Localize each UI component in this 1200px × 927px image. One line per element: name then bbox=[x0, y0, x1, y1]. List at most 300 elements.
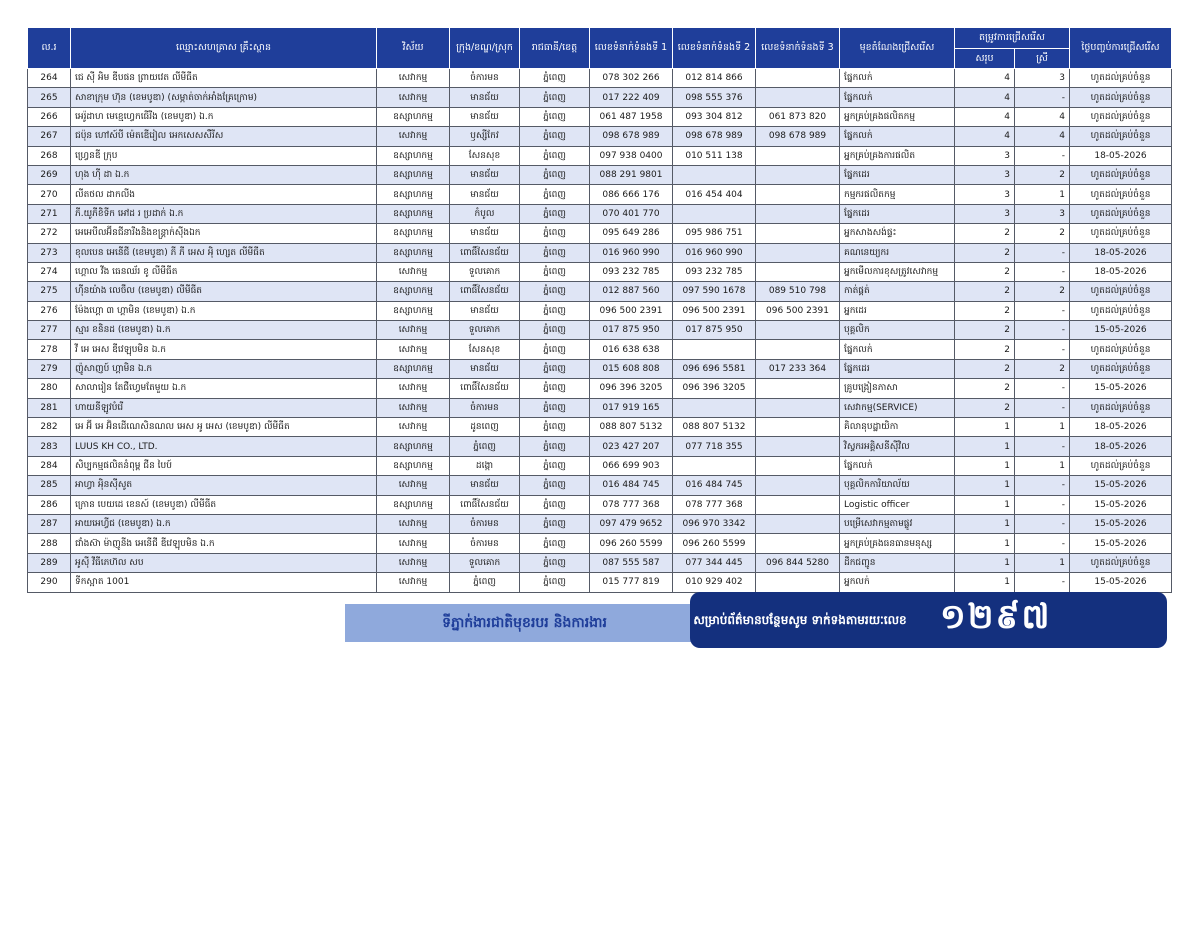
cell-female: - bbox=[1015, 514, 1070, 533]
cell-position: អ្នកសាងសង់ផ្ទះ bbox=[840, 224, 955, 243]
cell-no: 287 bbox=[28, 514, 71, 533]
cell-district: មានជ័យ bbox=[450, 359, 520, 378]
cell-female: 3 bbox=[1015, 204, 1070, 223]
cell-deadline: 18-05-2026 bbox=[1070, 437, 1172, 456]
cell-no: 278 bbox=[28, 340, 71, 359]
hotline-number: ១២៩៧ bbox=[940, 597, 1052, 637]
cell-province: ភ្នំពេញ bbox=[520, 243, 590, 262]
cell-district: ដង្កោ bbox=[450, 456, 520, 475]
cell-position: បុគ្គលិកការិយាល័យ bbox=[840, 476, 955, 495]
cell-name: ម៉ែងហ្គោ ៣ ហ្គាមិន (ខេមបូឌា) ឯ.ក bbox=[71, 301, 377, 320]
cell-name: ជប៉ុន ហៅស៍បី ម៉េតឌើរៀល អេកសេសសឺរីស bbox=[71, 127, 377, 146]
cell-no: 273 bbox=[28, 243, 71, 262]
header-phone2: លេខទំនាក់ទំនងទី 2 bbox=[673, 28, 756, 69]
cell-total: 1 bbox=[955, 553, 1015, 572]
cell-name: ស្មារ ខនិនដ (ខេមបូឌា) ឯ.ក bbox=[71, 321, 377, 340]
cell-deadline: ហូតដល់គ្រប់ចំនួន bbox=[1070, 398, 1172, 417]
cell-deadline: 15-05-2026 bbox=[1070, 495, 1172, 514]
cell-female: 2 bbox=[1015, 165, 1070, 184]
cell-female: 2 bbox=[1015, 359, 1070, 378]
hotline-info-text: សម្រាប់ព័ត៌មានបន្ថែមសូម ទាក់ទងតាមរយៈលេខ bbox=[693, 612, 907, 627]
table-row bbox=[28, 553, 1172, 572]
cell-no: 264 bbox=[28, 69, 71, 88]
cell-no: 288 bbox=[28, 534, 71, 553]
cell-province: ភ្នំពេញ bbox=[520, 107, 590, 126]
cell-phone2 bbox=[673, 340, 756, 359]
cell-province: ភ្នំពេញ bbox=[520, 437, 590, 456]
cell-phone1: 016 960 990 bbox=[590, 243, 673, 262]
cell-district: មានជ័យ bbox=[450, 107, 520, 126]
cell-phone3 bbox=[756, 437, 840, 456]
cell-phone1: 023 427 207 bbox=[590, 437, 673, 456]
table-body bbox=[28, 69, 1172, 593]
cell-district: សែនសុខ bbox=[450, 340, 520, 359]
cell-name: វី អេ អេស ឌីវេឡុបមិន ឯ.ក bbox=[71, 340, 377, 359]
cell-position: ផ្នែកដេរ bbox=[840, 165, 955, 184]
header-demand: តម្រូវការជ្រើសរើស bbox=[955, 28, 1070, 49]
cell-phone2: 077 344 445 bbox=[673, 553, 756, 572]
cell-total: 3 bbox=[955, 185, 1015, 204]
cell-phone3 bbox=[756, 495, 840, 514]
cell-position: អ្នកមើលការខុសត្រូវសេវាកម្ម bbox=[840, 262, 955, 281]
header-phone3: លេខទំនាក់ទំនងទី 3 bbox=[756, 28, 840, 69]
cell-sector: ឧស្សាហកម្ម bbox=[377, 224, 450, 243]
cell-sector: ឧស្សាហកម្ម bbox=[377, 146, 450, 165]
cell-sector: ឧស្សាហកម្ម bbox=[377, 301, 450, 320]
cell-sector: ឧស្សាហកម្ម bbox=[377, 282, 450, 301]
cell-province: ភ្នំពេញ bbox=[520, 321, 590, 340]
cell-position: ផ្នែកលក់ bbox=[840, 127, 955, 146]
cell-province: ភ្នំពេញ bbox=[520, 573, 590, 592]
cell-district: ពោធិ៍សែនជ័យ bbox=[450, 495, 520, 514]
cell-female: - bbox=[1015, 476, 1070, 495]
cell-name: ហាយនីឡូវបំរើ bbox=[71, 398, 377, 417]
cell-phone2: 096 696 5581 bbox=[673, 359, 756, 378]
agency-name: ទីភ្នាក់ងារជាតិមុខរបរ និងការងារ bbox=[442, 614, 607, 631]
cell-no: 266 bbox=[28, 107, 71, 126]
cell-district: មានជ័យ bbox=[450, 224, 520, 243]
cell-deadline: ហូតដល់គ្រប់ចំនួន bbox=[1070, 127, 1172, 146]
cell-name: ហ្គោល វីង ធេនឈ័រ ខូ លីមីធីត bbox=[71, 262, 377, 281]
cell-no: 276 bbox=[28, 301, 71, 320]
cell-total: 2 bbox=[955, 243, 1015, 262]
cell-no: 268 bbox=[28, 146, 71, 165]
cell-position: អ្នកគ្រប់គ្រងការផលិត bbox=[840, 146, 955, 165]
cell-phone1: 017 875 950 bbox=[590, 321, 673, 340]
cell-sector: សេវាកម្ម bbox=[377, 88, 450, 107]
cell-phone1: 017 919 165 bbox=[590, 398, 673, 417]
cell-phone1: 088 807 5132 bbox=[590, 418, 673, 437]
cell-phone1: 066 699 903 bbox=[590, 456, 673, 475]
cell-phone3 bbox=[756, 340, 840, 359]
cell-phone2: 017 875 950 bbox=[673, 321, 756, 340]
table-row bbox=[28, 476, 1172, 495]
job-vacancy-table bbox=[27, 27, 1172, 593]
table-row bbox=[28, 437, 1172, 456]
cell-phone1: 087 555 587 bbox=[590, 553, 673, 572]
cell-total: 4 bbox=[955, 127, 1015, 146]
cell-no: 269 bbox=[28, 165, 71, 184]
cell-name: ជេ ស៊ី អិម ឌីបផន ព្រាយវេត លីមីធីត bbox=[71, 69, 377, 88]
cell-total: 2 bbox=[955, 340, 1015, 359]
cell-female: - bbox=[1015, 321, 1070, 340]
cell-deadline: 18-05-2026 bbox=[1070, 262, 1172, 281]
cell-deadline: 15-05-2026 bbox=[1070, 476, 1172, 495]
cell-district: សែនសុខ bbox=[450, 146, 520, 165]
cell-sector: សេវាកម្ម bbox=[377, 534, 450, 553]
cell-sector: សេវាកម្ម bbox=[377, 379, 450, 398]
header-sector: វិស័យ bbox=[377, 28, 450, 69]
cell-position: កម្មករផលិតកម្ម bbox=[840, 185, 955, 204]
cell-phone2: 096 260 5599 bbox=[673, 534, 756, 553]
cell-phone2: 016 484 745 bbox=[673, 476, 756, 495]
cell-deadline: 15-05-2026 bbox=[1070, 573, 1172, 592]
cell-phone1: 096 260 5599 bbox=[590, 534, 673, 553]
cell-phone2: 098 555 376 bbox=[673, 88, 756, 107]
cell-position: អ្នកគ្រប់គ្រងធនធានមនុស្ស bbox=[840, 534, 955, 553]
cell-district: ពោធិ៍សែនជ័យ bbox=[450, 379, 520, 398]
cell-phone1: 097 479 9652 bbox=[590, 514, 673, 533]
table-row bbox=[28, 165, 1172, 184]
table-row bbox=[28, 282, 1172, 301]
cell-female: 4 bbox=[1015, 107, 1070, 126]
cell-position: សេវាកម្ម(SERVICE) bbox=[840, 398, 955, 417]
cell-district: ចំការមន bbox=[450, 514, 520, 533]
cell-position: ដឹកជញ្ជូន bbox=[840, 553, 955, 572]
cell-province: ភ្នំពេញ bbox=[520, 301, 590, 320]
cell-deadline: ហូតដល់គ្រប់ចំនួន bbox=[1070, 282, 1172, 301]
table-row bbox=[28, 224, 1172, 243]
cell-deadline: ហូតដល់គ្រប់ចំនួន bbox=[1070, 340, 1172, 359]
cell-sector: ឧស្សាហកម្ម bbox=[377, 456, 450, 475]
cell-phone2 bbox=[673, 204, 756, 223]
table-row bbox=[28, 127, 1172, 146]
cell-province: ភ្នំពេញ bbox=[520, 553, 590, 572]
cell-phone1: 078 302 266 bbox=[590, 69, 673, 88]
cell-total: 2 bbox=[955, 359, 1015, 378]
cell-phone3 bbox=[756, 476, 840, 495]
cell-position: បុគ្គលិក bbox=[840, 321, 955, 340]
cell-district: មានជ័យ bbox=[450, 476, 520, 495]
cell-phone2 bbox=[673, 165, 756, 184]
hotline-banner bbox=[690, 592, 1167, 648]
cell-total: 3 bbox=[955, 204, 1015, 223]
cell-deadline: ហូតដល់គ្រប់ចំនួន bbox=[1070, 301, 1172, 320]
cell-phone3: 017 233 364 bbox=[756, 359, 840, 378]
cell-name: សិប្បកម្មផលិតនំពុម្ព ជីន បៃប៍ bbox=[71, 456, 377, 475]
cell-deadline: ហូតដល់គ្រប់ចំនួន bbox=[1070, 185, 1172, 204]
cell-total: 2 bbox=[955, 398, 1015, 417]
cell-total: 2 bbox=[955, 224, 1015, 243]
cell-name: លីតថល ដាកលីង bbox=[71, 185, 377, 204]
cell-female: 3 bbox=[1015, 69, 1070, 88]
table-row bbox=[28, 88, 1172, 107]
cell-phone1: 098 678 989 bbox=[590, 127, 673, 146]
cell-district: ភ្នំពេញ bbox=[450, 437, 520, 456]
cell-total: 1 bbox=[955, 514, 1015, 533]
table-row bbox=[28, 321, 1172, 340]
cell-phone2: 098 678 989 bbox=[673, 127, 756, 146]
table-row bbox=[28, 301, 1172, 320]
table-row bbox=[28, 204, 1172, 223]
cell-phone2: 097 590 1678 bbox=[673, 282, 756, 301]
table-row bbox=[28, 69, 1172, 88]
cell-province: ភ្នំពេញ bbox=[520, 204, 590, 223]
cell-district: ទួលគោក bbox=[450, 553, 520, 572]
cell-position: កាត់ផ្គត់ bbox=[840, 282, 955, 301]
cell-deadline: ហូតដល់គ្រប់ចំនួន bbox=[1070, 456, 1172, 475]
cell-phone1: 088 291 9801 bbox=[590, 165, 673, 184]
cell-sector: ឧស្សាហកម្ម bbox=[377, 359, 450, 378]
cell-phone1: 015 608 808 bbox=[590, 359, 673, 378]
header-province: រាជធានី/ខេត្ត bbox=[520, 28, 590, 69]
cell-no: 283 bbox=[28, 437, 71, 456]
cell-deadline: 18-05-2026 bbox=[1070, 146, 1172, 165]
cell-phone1: 096 500 2391 bbox=[590, 301, 673, 320]
cell-total: 1 bbox=[955, 495, 1015, 514]
table-row bbox=[28, 534, 1172, 553]
cell-name: សាលារៀន តែជឺហ្វេមតែមួយ ឯ.ក bbox=[71, 379, 377, 398]
cell-no: 271 bbox=[28, 204, 71, 223]
cell-sector: សេវាកម្ម bbox=[377, 398, 450, 417]
cell-phone2: 096 500 2391 bbox=[673, 301, 756, 320]
cell-district: ចំការមន bbox=[450, 398, 520, 417]
cell-province: ភ្នំពេញ bbox=[520, 514, 590, 533]
cell-phone1: 061 487 1958 bbox=[590, 107, 673, 126]
cell-province: ភ្នំពេញ bbox=[520, 146, 590, 165]
cell-position: ផ្នែកលក់ bbox=[840, 88, 955, 107]
cell-sector: ឧស្សាហកម្ម bbox=[377, 107, 450, 126]
cell-name: ភី.យូភីខិទីក អៅដ រ ប្រដាក់ ឯ.ក bbox=[71, 204, 377, 223]
cell-phone2: 016 454 404 bbox=[673, 185, 756, 204]
cell-phone2: 012 814 866 bbox=[673, 69, 756, 88]
cell-district: មានជ័យ bbox=[450, 165, 520, 184]
header-phone1: លេខទំនាក់ទំនងទី 1 bbox=[590, 28, 673, 69]
cell-phone3 bbox=[756, 573, 840, 592]
cell-name: សាខាក្រុម ហ៊ុន (ខេមបូឌា) (សម្ភាត់ចាក់អាំងគ្រែក្រោម) bbox=[71, 88, 377, 107]
cell-phone2: 077 718 355 bbox=[673, 437, 756, 456]
cell-deadline: ហូតដល់គ្រប់ចំនួន bbox=[1070, 165, 1172, 184]
cell-province: ភ្នំពេញ bbox=[520, 165, 590, 184]
cell-province: ភ្នំពេញ bbox=[520, 359, 590, 378]
cell-sector: សេវាកម្ម bbox=[377, 262, 450, 281]
cell-phone3: 061 873 820 bbox=[756, 107, 840, 126]
cell-position: បម្រើសេវាកម្មតាមផ្លូវ bbox=[840, 514, 955, 533]
cell-no: 281 bbox=[28, 398, 71, 417]
cell-province: ភ្នំពេញ bbox=[520, 340, 590, 359]
header-total: សរុប bbox=[955, 49, 1015, 69]
cell-name: ជាំងស៊ា ម៉ាញូនីង អេនើជី ឌីវេឡុបមិន ឯ.ក bbox=[71, 534, 377, 553]
cell-district: ដូនពេញ bbox=[450, 418, 520, 437]
cell-phone3 bbox=[756, 165, 840, 184]
cell-province: ភ្នំពេញ bbox=[520, 88, 590, 107]
cell-province: ភ្នំពេញ bbox=[520, 262, 590, 281]
cell-total: 4 bbox=[955, 69, 1015, 88]
cell-female: 1 bbox=[1015, 418, 1070, 437]
cell-phone1: 012 887 560 bbox=[590, 282, 673, 301]
cell-deadline: 15-05-2026 bbox=[1070, 321, 1172, 340]
cell-name: អេ អ៊ី អេ អ៊ិនដើណេសិនណល អេស អូ អេស (ខេមបូឌា) លីមីធីត bbox=[71, 418, 377, 437]
cell-name: អូស៊ី វីធីភេហ៊ល សប bbox=[71, 553, 377, 572]
cell-district: ចំការមន bbox=[450, 534, 520, 553]
cell-name: ញ៉ូសាញប៍ ហ្គាមិន ឯ.ក bbox=[71, 359, 377, 378]
table-row bbox=[28, 243, 1172, 262]
cell-sector: ឧស្សាហកម្ម bbox=[377, 204, 450, 223]
cell-phone3 bbox=[756, 146, 840, 165]
cell-position: ផ្នែកដេរ bbox=[840, 359, 955, 378]
cell-phone3 bbox=[756, 456, 840, 475]
cell-no: 270 bbox=[28, 185, 71, 204]
cell-phone3 bbox=[756, 243, 840, 262]
cell-phone1: 017 222 409 bbox=[590, 88, 673, 107]
cell-position: គណនេយ្យករ bbox=[840, 243, 955, 262]
cell-phone1: 015 777 819 bbox=[590, 573, 673, 592]
cell-phone2: 010 511 138 bbox=[673, 146, 756, 165]
cell-phone1: 096 396 3205 bbox=[590, 379, 673, 398]
cell-district: ទួលគោក bbox=[450, 262, 520, 281]
cell-phone2: 093 232 785 bbox=[673, 262, 756, 281]
table-row bbox=[28, 495, 1172, 514]
cell-sector: សេវាកម្ម bbox=[377, 69, 450, 88]
table-row bbox=[28, 359, 1172, 378]
cell-position: អ្នកលក់ bbox=[840, 573, 955, 592]
cell-no: 280 bbox=[28, 379, 71, 398]
cell-province: ភ្នំពេញ bbox=[520, 127, 590, 146]
cell-female: - bbox=[1015, 340, 1070, 359]
cell-position: Logistic officer bbox=[840, 495, 955, 514]
table-row bbox=[28, 146, 1172, 165]
cell-phone1: 078 777 368 bbox=[590, 495, 673, 514]
cell-phone3: 096 844 5280 bbox=[756, 553, 840, 572]
cell-deadline: 15-05-2026 bbox=[1070, 379, 1172, 398]
table-row bbox=[28, 418, 1172, 437]
cell-province: ភ្នំពេញ bbox=[520, 534, 590, 553]
cell-position: អ្នកដេរ bbox=[840, 301, 955, 320]
cell-female: - bbox=[1015, 534, 1070, 553]
cell-phone1: 093 232 785 bbox=[590, 262, 673, 281]
cell-province: ភ្នំពេញ bbox=[520, 456, 590, 475]
cell-no: 286 bbox=[28, 495, 71, 514]
cell-female: - bbox=[1015, 146, 1070, 165]
cell-total: 2 bbox=[955, 262, 1015, 281]
cell-name: LUUS KH CO., LTD. bbox=[71, 437, 377, 456]
table-row bbox=[28, 185, 1172, 204]
cell-phone1: 097 938 0400 bbox=[590, 146, 673, 165]
cell-district: ឫស្សីកែវ bbox=[450, 127, 520, 146]
header-deadline: ថ្ងៃបញ្ចប់ការជ្រើសរើស bbox=[1070, 28, 1172, 69]
cell-no: 285 bbox=[28, 476, 71, 495]
cell-phone2: 078 777 368 bbox=[673, 495, 756, 514]
cell-phone3: 098 678 989 bbox=[756, 127, 840, 146]
cell-phone2: 096 396 3205 bbox=[673, 379, 756, 398]
header-name: ឈ្មោះសហគ្រាស គ្រឹះស្ថាន bbox=[71, 28, 377, 69]
cell-female: 2 bbox=[1015, 224, 1070, 243]
cell-position: ផ្នែកដេរ bbox=[840, 204, 955, 223]
cell-female: 1 bbox=[1015, 553, 1070, 572]
cell-province: ភ្នំពេញ bbox=[520, 418, 590, 437]
table-row bbox=[28, 456, 1172, 475]
cell-no: 284 bbox=[28, 456, 71, 475]
header-position: មុខតំណែងជ្រើសរើស bbox=[840, 28, 955, 69]
cell-deadline: ហូតដល់គ្រប់ចំនួន bbox=[1070, 88, 1172, 107]
cell-phone1: 095 649 286 bbox=[590, 224, 673, 243]
cell-province: ភ្នំពេញ bbox=[520, 476, 590, 495]
cell-no: 274 bbox=[28, 262, 71, 281]
cell-female: - bbox=[1015, 379, 1070, 398]
cell-name: ហ៊ីនយ៉ាង លេចឹល (ខេមបូឌា) លីមីធីត bbox=[71, 282, 377, 301]
cell-district: ទួលគោក bbox=[450, 321, 520, 340]
agency-banner bbox=[345, 604, 704, 642]
cell-phone3 bbox=[756, 321, 840, 340]
cell-district: មានជ័យ bbox=[450, 88, 520, 107]
cell-district: មានជ័យ bbox=[450, 301, 520, 320]
cell-sector: សេវាកម្ម bbox=[377, 476, 450, 495]
cell-female: - bbox=[1015, 88, 1070, 107]
cell-phone2: 010 929 402 bbox=[673, 573, 756, 592]
table-row bbox=[28, 262, 1172, 281]
cell-phone3: 089 510 798 bbox=[756, 282, 840, 301]
cell-phone2: 088 807 5132 bbox=[673, 418, 756, 437]
cell-female: - bbox=[1015, 495, 1070, 514]
cell-phone2 bbox=[673, 456, 756, 475]
cell-no: 275 bbox=[28, 282, 71, 301]
cell-no: 289 bbox=[28, 553, 71, 572]
cell-name: អេអេបីលអ៊ីនជីនារីងនិងខន្ត្រាក់ស៊ីងឯក bbox=[71, 224, 377, 243]
cell-phone3: 096 500 2391 bbox=[756, 301, 840, 320]
cell-name: ហ្វ្រេនឌី ក្រុប bbox=[71, 146, 377, 165]
cell-province: ភ្នំពេញ bbox=[520, 185, 590, 204]
cell-deadline: ហូតដល់គ្រប់ចំនួន bbox=[1070, 224, 1172, 243]
cell-name: ខុលបេន អេនើជី (ខេមបូឌា) ភី ភី អេស អុិ ហ្សេត លីមីធីត bbox=[71, 243, 377, 262]
cell-position: គិលានុបដ្ឋាយិកា bbox=[840, 418, 955, 437]
cell-no: 290 bbox=[28, 573, 71, 592]
cell-name: ទីកស្អាត 1001 bbox=[71, 573, 377, 592]
cell-name: ហុង ហ៊ី ដា ឯ.ក bbox=[71, 165, 377, 184]
cell-phone3 bbox=[756, 262, 840, 281]
cell-phone2 bbox=[673, 398, 756, 417]
cell-total: 2 bbox=[955, 321, 1015, 340]
cell-female: - bbox=[1015, 301, 1070, 320]
cell-phone2: 095 986 751 bbox=[673, 224, 756, 243]
table-row bbox=[28, 573, 1172, 592]
cell-province: ភ្នំពេញ bbox=[520, 379, 590, 398]
cell-position: គ្រូបង្រៀនភាសា bbox=[840, 379, 955, 398]
cell-phone3 bbox=[756, 69, 840, 88]
cell-sector: ឧស្សាហកម្ម bbox=[377, 185, 450, 204]
cell-position: ផ្នែកលក់ bbox=[840, 456, 955, 475]
cell-total: 3 bbox=[955, 146, 1015, 165]
cell-phone1: 016 484 745 bbox=[590, 476, 673, 495]
cell-name: អេរ៉ូដាហ មេខ្មេហ្វេកធើរីង (ខេមបូឌា) ឯ.ក bbox=[71, 107, 377, 126]
cell-no: 272 bbox=[28, 224, 71, 243]
cell-deadline: ហូតដល់គ្រប់ចំនួន bbox=[1070, 553, 1172, 572]
cell-female: 2 bbox=[1015, 282, 1070, 301]
cell-phone3 bbox=[756, 398, 840, 417]
cell-district: ពោធិ៍សែនជ័យ bbox=[450, 243, 520, 262]
header-district: ក្រុង/ខណ្ឌ/ស្រុក bbox=[450, 28, 520, 69]
header-no: ល.រ bbox=[28, 28, 71, 69]
cell-total: 4 bbox=[955, 107, 1015, 126]
cell-district: ភ្នំពេញ bbox=[450, 573, 520, 592]
cell-sector: ឧស្សាហកម្ម bbox=[377, 495, 450, 514]
table-row bbox=[28, 514, 1172, 533]
cell-phone3 bbox=[756, 88, 840, 107]
table-row bbox=[28, 340, 1172, 359]
cell-name: អាហ្វា អុិនស៊ីសូត bbox=[71, 476, 377, 495]
cell-district: មានជ័យ bbox=[450, 185, 520, 204]
cell-name: ក្រោន បេយដេ ខេនស៍ (ខេមបូឌា) លីមីធីត bbox=[71, 495, 377, 514]
cell-phone1: 070 401 770 bbox=[590, 204, 673, 223]
